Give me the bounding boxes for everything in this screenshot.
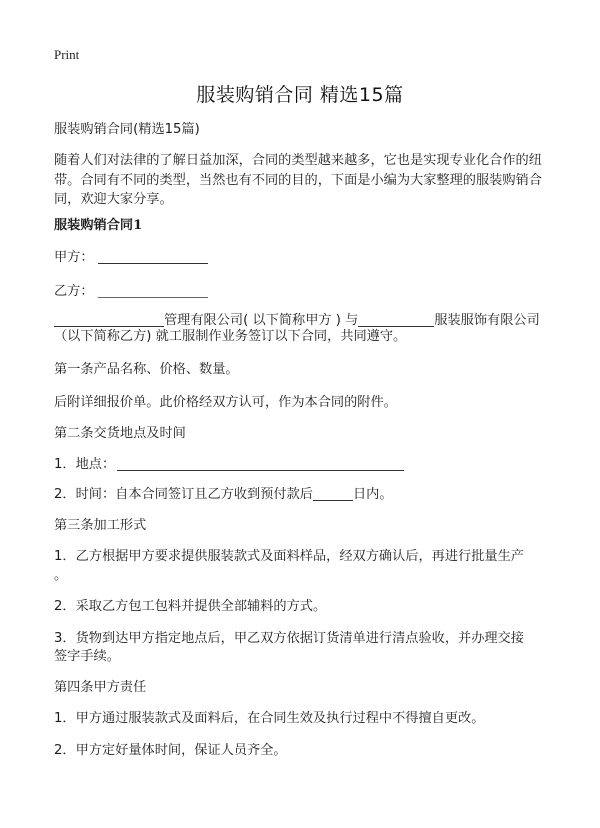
location-label: 1．地点：: [54, 457, 116, 472]
article-2-item-2: [54, 485, 393, 504]
parties-line-2: （以下简称乙方) 就工服制作业务签订以下合同，共同遵守。: [54, 329, 407, 344]
document-subtitle: 服装购销合同(精选15篇): [54, 122, 200, 137]
article-3-item-2: 2．采取乙方包工包料并提供全部辅料的方式。: [54, 599, 327, 614]
party-b-label: 乙方：: [54, 284, 94, 299]
days-blank[interactable]: [313, 486, 353, 501]
article-4-item-2: 2．甲方定好量体时间，保证人员齐全。: [54, 743, 287, 758]
time-text: 2．时间：自本合同签订且乙方收到预付款后: [54, 487, 313, 502]
company-b-blank[interactable]: [358, 312, 434, 327]
company-b-text: 服装服饰有限公司: [434, 313, 540, 328]
article-3-item-3-line-1: 3．货物到达甲方指定地点后，甲乙双方依据订货清单进行清点验收，并办理交接: [54, 631, 524, 646]
article-2-item-1: [54, 455, 404, 474]
time-suffix: 日内。: [352, 487, 393, 502]
section-heading-1: 服装购销合同1: [54, 218, 143, 233]
print-label: Print: [54, 47, 80, 62]
party-a-row: [54, 248, 208, 267]
article-1-text: 后附详细报价单。此价格经双方认可，作为本合同的附件。: [54, 395, 397, 410]
article-4-item-1: 1．甲方通过服装款式及面料后，在合同生效及执行过程中不得擅自更改。: [54, 711, 485, 726]
article-3-item-3-line-2: 签字手续。: [54, 649, 120, 664]
intro-paragraph: 随着人们对法律的了解日益加深，合同的类型越来越多，它也是实现专业化合作的纽带。合同有不同的类型，当然也有不同的目的，下面是小编为大家整理的服装购销合同，欢迎大家分享。: [54, 153, 542, 207]
article-2-title: 第二条交货地点及时间: [54, 426, 186, 441]
article-3-item-1: 1．乙方根据甲方要求提供服装款式及面料样品，经双方确认后，再进行批量生产: [54, 549, 524, 564]
location-blank[interactable]: [117, 456, 404, 471]
article-3-item-1-cont: 。: [54, 568, 68, 583]
document-title: 服装购销合同 精选15篇: [196, 84, 404, 106]
company-a-blank[interactable]: [54, 312, 164, 327]
article-4-title: 第四条甲方责任: [54, 680, 147, 695]
party-b-blank[interactable]: [98, 283, 208, 298]
party-b-row: [54, 282, 208, 301]
company-a-text: 管理有限公司( 以下简称甲方 ) 与: [164, 313, 359, 328]
article-3-title: 第三条加工形式: [54, 518, 147, 533]
party-a-blank[interactable]: [98, 249, 208, 264]
article-1-title: 第一条产品名称、价格、数量。: [54, 362, 239, 377]
party-a-label: 甲方：: [54, 250, 94, 265]
